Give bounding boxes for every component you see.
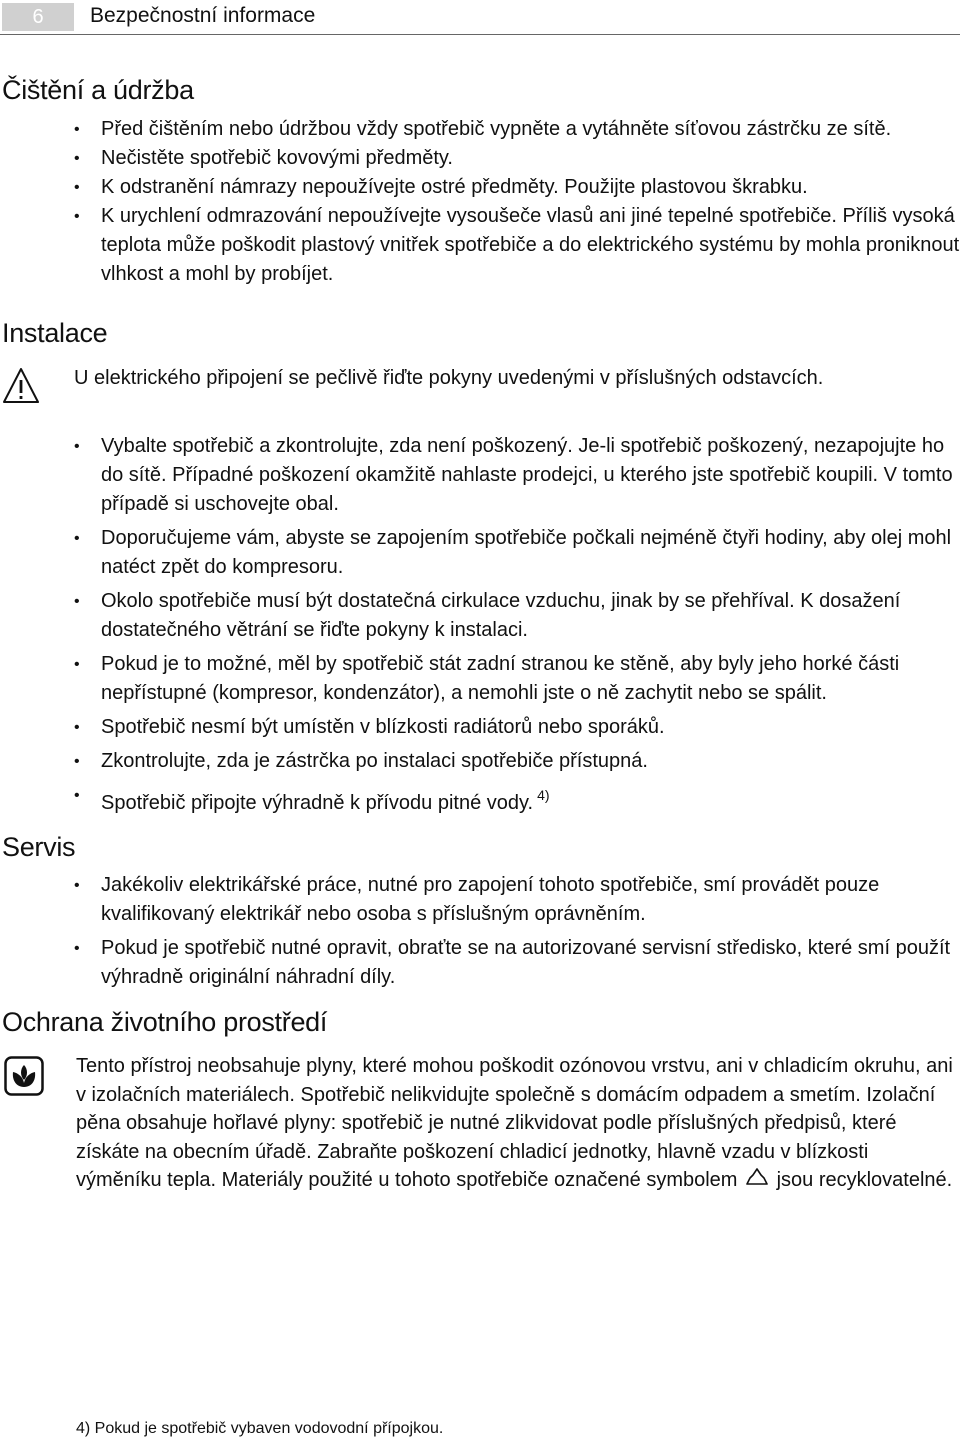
section-title-installation: Instalace bbox=[2, 318, 108, 348]
list-item: • Pokud je to možné, měl by spotřebič stát zadní stranou ke stěně, aby byly jeho horké části nepřístupné (kompresor, kondenzátor), a nemohli jste o ně zachytit nebo se spálit. bbox=[0, 650, 960, 708]
cleaning-list bbox=[0, 115, 960, 289]
section-title-environment: Ochrana životního prostředí bbox=[2, 1007, 328, 1037]
list-item bbox=[0, 781, 960, 818]
list-item: • Jakékoliv elektrikářské práce, nutné pro zapojení tohoto spotřebiče, smí provádět pouze kvalifikovaný elektrikář nebo osoba s příslušným oprávněním. bbox=[0, 871, 960, 929]
list-item: • Vybalte spotřebič a zkontrolujte, zda není poškozený. Je-li spotřebič poškozený, nezapojujte ho do sítě. Případné poškození okamžitě nahlaste prodejci, u kterého jste spotřebič koupili. V tomto případě si uschovejte obal. bbox=[0, 432, 960, 519]
recycle-icon bbox=[745, 1167, 769, 1189]
environment-paragraph bbox=[76, 1052, 954, 1195]
footnote: 4) Pokud je spotřebič vybaven vodovodní přípojkou. bbox=[76, 1420, 444, 1437]
list-item: • Nečistěte spotřebič kovovými předměty. bbox=[0, 144, 960, 173]
header-divider bbox=[0, 34, 960, 35]
list-item: • Doporučujeme vám, abyste se zapojením spotřebiče počkali nejméně čtyři hodiny, aby olej mohl natéct zpět do kompresoru. bbox=[0, 524, 960, 582]
installation-list bbox=[0, 432, 960, 823]
installation-warning: U elektrického připojení se pečlivě řiďte pokyny uvedenými v příslušných odstavcích. bbox=[74, 367, 824, 389]
environment-text-end: jsou recyklovatelné. bbox=[771, 1169, 953, 1191]
footnote-ref: 4) bbox=[537, 787, 550, 803]
list-item: • Před čištěním nebo údržbou vždy spotřebič vypněte a vytáhněte síťovou zástrčku ze sítě. bbox=[0, 115, 960, 144]
section-title-cleaning: Čištění a údržba bbox=[2, 75, 194, 105]
list-item: • Pokud je spotřebič nutné opravit, obraťte se na autorizované servisní středisko, které smí použít výhradně originální náhradní díly. bbox=[0, 934, 960, 992]
list-item: • K urychlení odmrazování nepoužívejte vysoušeče vlasů ani jiné tepelné spotřebiče. Příliš vysoká teplota může poškodit plastový vnitřek spotřebiče a do elektrického systému by mohla proniknout vlhkost a mohl by probíjet. bbox=[0, 202, 960, 289]
list-item: • Okolo spotřebiče musí být dostatečná cirkulace vzduchu, jinak by se přehříval. K dosažení dostatečného větrání se řiďte pokyny k instalaci. bbox=[0, 587, 960, 645]
environment-text: Tento přístroj neobsahuje plyny, které mohou poškodit ozónovou vrstvu, ani v chladicím okruhu, ani v izolačních materiálech. Spotřebič nelikvidujte společně s domácím odpadem a smetím. Izolační pěna obsahuje hořlavé plyny: spotřebič je nutné zlikvidovat podle příslušných předpisů, které získáte na obecním úřadě. Zabraňte poškození chladicí jednotky, hlavně vzadu v blízkosti výměníku tepla. Materiály použité u tohoto spotřebiče označené symbolem bbox=[76, 1055, 953, 1191]
list-item-text: Spotřebič připojte výhradně k přívodu pitné vody. bbox=[101, 792, 534, 814]
list-item: • Spotřebič nesmí být umístěn v blízkosti radiátorů nebo sporáků. bbox=[0, 713, 960, 742]
section-title-service: Servis bbox=[2, 832, 76, 862]
warning-triangle-icon bbox=[2, 366, 40, 406]
page-number: 6 bbox=[2, 3, 74, 31]
list-item: • K odstranění námrazy nepoužívejte ostré předměty. Použijte plastovou škrabku. bbox=[0, 173, 960, 202]
header-title: Bezpečnostní informace bbox=[90, 4, 316, 27]
service-list bbox=[0, 871, 960, 997]
page-header bbox=[0, 0, 960, 36]
list-item: • Zkontrolujte, zda je zástrčka po instalaci spotřebiče přístupná. bbox=[0, 747, 960, 776]
eco-icon bbox=[4, 1056, 44, 1096]
